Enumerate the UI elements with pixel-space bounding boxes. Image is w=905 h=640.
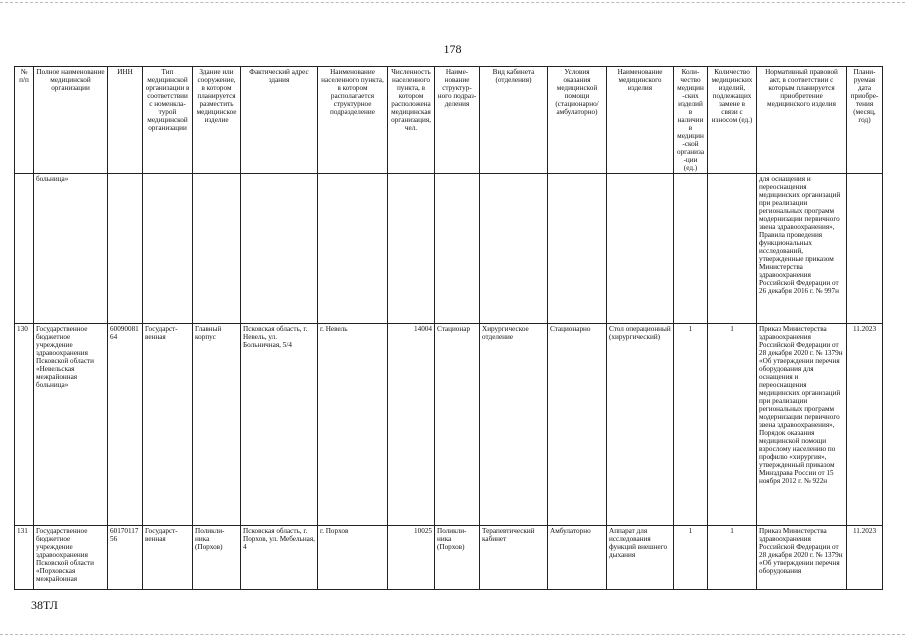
cell-building: Главный корпус [193,324,241,526]
cell-building: Поликли-ника (Порхов) [193,526,241,590]
header-qty-have: Коли-чество медицин-ских изделий в наличии в медицин-ской организа-ции (ед.) [674,67,708,174]
cell-inn: 6017011756 [108,526,143,590]
cell-date: 11.2023 [847,324,883,526]
footer-code: 38ТЛ [31,598,58,612]
cell-act: Приказ Министерства здравоохранения Российской Федерации от 28 декабря 2020 г. № 1379н «Об утверждении перечня оборудования [757,526,847,590]
header-population: Численность населенного пункта, в котором расположена медицинская организация, чел. [388,67,435,174]
cell-num: 130 [15,324,34,526]
header-locality: Наименование населенного пункта, в котором располагается структурное подразделение [318,67,388,174]
header-num: № п/п [15,67,34,174]
page-number: 178 [443,42,462,56]
cell-org: Государственное бюджетное учреждение здравоохранения Псковской области «Невельская межрайонная больница» [34,324,108,526]
cell-org: Государственное бюджетное учреждение здравоохранения Псковской области «Порховская межрайонная [34,526,108,590]
cell-num: 131 [15,526,34,590]
cell-address: Псковская область, г. Невель, ул. Больничная, 5/4 [241,324,318,526]
cell-act: Приказ Министерства здравоохранения Российской Федерации от 28 декабря 2020 г. № 1379н «Об утверждении перечня оборудования для оснащения и переоснащения медицинских организаций при реализации региональных программ модернизации первичного звена здравоохранения», Порядок оказания медицинской помощи взрослому населению по профилю «хирургия», утвержденный приказом Минздрава России от 15 ноября 2012 г. № 922н [757,324,847,526]
header-unit: Наиме-нование структур-ного подраз-деления [435,67,480,174]
header-building: Здание или сооружение, в котором планируется разместить медицинское изделие [193,67,241,174]
cell-address: Псковская область, г. Порхов, ул. Мебельная, 4 [241,526,318,590]
cell-org: больница» [34,174,108,324]
cell-conditions: Амбулаторно [548,526,607,590]
cell-locality: г. Невель [318,324,388,526]
header-conditions: Условия оказания медицинской помощи (стационарно/ амбулаторно) [548,67,607,174]
equipment-table [14,66,883,590]
header-qty-replace: Количество медицинских изделий, подлежащих замене в связи с износом (ед.) [708,67,757,174]
cell-qty-replace: 1 [708,324,757,526]
cell-date: 11.2023 [847,526,883,590]
cell-type: Государст-венная [143,526,193,590]
cell-inn: 6009008164 [108,324,143,526]
header-inn: ИНН [108,67,143,174]
page-edge-bottom [0,634,905,635]
table-header-row [15,67,883,174]
header-org: Полное наименование медицинской организации [34,67,108,174]
header-type: Тип медицинской организации в соответствии с номенкла-турой медицинской организации [143,67,193,174]
cell-type: Государст-венная [143,324,193,526]
table-row [15,526,883,590]
cell-cabinet: Терапевтический кабинет [480,526,548,590]
page-edge-top [0,2,905,3]
table-row-continued [15,174,883,324]
table-row [15,324,883,526]
cell-qty-replace: 1 [708,526,757,590]
cell-unit: Поликли-ника (Порхов) [435,526,480,590]
cell-conditions: Стационарно [548,324,607,526]
header-address: Фактический адрес здания [241,67,318,174]
header-device: Наименование медицинского изделия [607,67,674,174]
cell-qty-have: 1 [674,526,708,590]
cell-population: 10025 [388,526,435,590]
cell-device: Аппарат для исследования функций внешнего дыхания [607,526,674,590]
cell-unit: Стационар [435,324,480,526]
header-date: Плани-руемая дата приобре-тения (месяц, год) [847,67,883,174]
cell-act: для оснащения и переоснащения медицинских организаций при реализации региональных программ модернизации первичного звена здравоохранения», Правила проведения функциональных исследований, утвержденные приказом Министерства здравоохранения Российской Федерации от 26 декабря 2016 г. № 997н [757,174,847,324]
cell-population: 14004 [388,324,435,526]
cell-device: Стол операционный (хирургический) [607,324,674,526]
header-cabinet: Вид кабинета (отделения) [480,67,548,174]
cell-qty-have: 1 [674,324,708,526]
cell-cabinet: Хирургическое отделение [480,324,548,526]
header-act: Нормативный правовой акт, в соответствии с которым планируется приобретение медицинского изделия [757,67,847,174]
cell-locality: г. Порхов [318,526,388,590]
